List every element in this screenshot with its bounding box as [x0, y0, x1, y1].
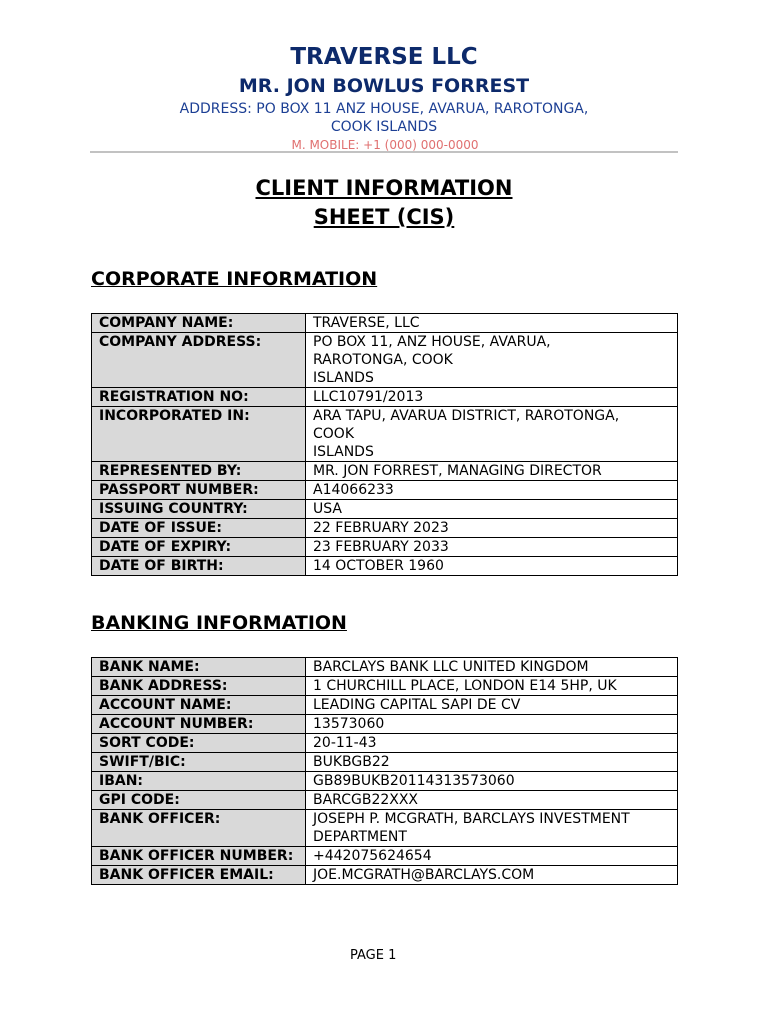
table-row [92, 500, 678, 519]
field-value-line: DEPARTMENT [313, 829, 407, 845]
field-value [306, 407, 678, 462]
field-label: PASSPORT NUMBER: [92, 481, 306, 500]
field-value [306, 753, 678, 772]
field-value [306, 677, 678, 696]
field-label: GPI CODE: [92, 791, 306, 810]
field-value [306, 734, 678, 753]
field-value [306, 557, 678, 576]
field-label: BANK OFFICER EMAIL: [92, 866, 306, 885]
field-value [306, 772, 678, 791]
table-row [92, 866, 678, 885]
field-label: BANK ADDRESS: [92, 677, 306, 696]
document-title [0, 174, 768, 232]
field-value-line: JOSEPH P. MCGRATH, BARCLAYS INVESTMENT [313, 811, 630, 827]
header-address [150, 100, 618, 136]
field-label: SWIFT/BIC: [92, 753, 306, 772]
field-value [306, 810, 678, 847]
table-row [92, 734, 678, 753]
header-clipped-line: M. MOBILE: +1 (000) 000-0000 [291, 138, 479, 152]
field-value-line: LLC10791/2013 [313, 389, 424, 405]
field-value [306, 333, 678, 388]
person-name: MR. JON BOWLUS FORREST [238, 75, 530, 97]
corporate-information-table [91, 313, 678, 576]
address-line-2: COOK ISLANDS [330, 119, 438, 135]
field-value [306, 715, 678, 734]
table-row [92, 333, 678, 388]
header-divider [90, 151, 678, 153]
field-value-line: BUKBGB22 [313, 754, 390, 770]
table-row [92, 407, 678, 462]
field-value-line: +442075624654 [313, 848, 432, 864]
field-value-line: 23 FEBRUARY 2033 [313, 539, 449, 555]
field-value-line: JOE.MCGRATH@BARCLAYS.COM [313, 867, 535, 883]
table-row [92, 557, 678, 576]
table-row [92, 519, 678, 538]
table-row [92, 696, 678, 715]
table-row [92, 462, 678, 481]
field-value [306, 658, 678, 677]
field-label: IBAN: [92, 772, 306, 791]
document-title-line-1: CLIENT INFORMATION [255, 176, 513, 200]
field-value-line: A14066233 [313, 482, 394, 498]
field-value-line: GB89BUKB20114313573060 [313, 773, 515, 789]
field-value-line: 22 FEBRUARY 2023 [313, 520, 449, 536]
field-label: ACCOUNT NAME: [92, 696, 306, 715]
field-value [306, 696, 678, 715]
page-number: PAGE 1 [350, 948, 397, 963]
field-value-line: BARCGB22XXX [313, 792, 419, 808]
field-label: DATE OF EXPIRY: [92, 538, 306, 557]
field-label: BANK OFFICER NUMBER: [92, 847, 306, 866]
field-value [306, 519, 678, 538]
field-label: REPRESENTED BY: [92, 462, 306, 481]
document-title-line-2: SHEET (CIS) [313, 205, 455, 229]
banking-information-table [91, 657, 678, 885]
table-row [92, 753, 678, 772]
field-value-line: 13573060 [313, 716, 385, 732]
field-value-line: ISLANDS [313, 370, 374, 386]
table-row [92, 388, 678, 407]
corporate-information-heading: CORPORATE INFORMATION [91, 268, 378, 290]
field-label: SORT CODE: [92, 734, 306, 753]
field-value-line: BARCLAYS BANK LLC UNITED KINGDOM [313, 659, 589, 675]
field-value-line: RAROTONGA, COOK [313, 352, 453, 368]
field-value-line: 20-11-43 [313, 735, 377, 751]
field-label: COMPANY NAME: [92, 314, 306, 333]
banking-information-heading: BANKING INFORMATION [91, 612, 347, 634]
field-value-line: TRAVERSE, LLC [313, 315, 420, 331]
field-label: DATE OF ISSUE: [92, 519, 306, 538]
field-label: DATE OF BIRTH: [92, 557, 306, 576]
field-value-line: LEADING CAPITAL SAPI DE CV [313, 697, 521, 713]
table-row [92, 772, 678, 791]
field-value-line: ARA TAPU, AVARUA DISTRICT, RAROTONGA, [313, 408, 620, 424]
table-row [92, 538, 678, 557]
address-line-1: ADDRESS: PO BOX 11 ANZ HOUSE, AVARUA, RAROTONGA, [179, 101, 589, 117]
field-value [306, 538, 678, 557]
field-value [306, 481, 678, 500]
field-value-line: 14 OCTOBER 1960 [313, 558, 444, 574]
field-label: ACCOUNT NUMBER: [92, 715, 306, 734]
field-value-line: PO BOX 11, ANZ HOUSE, AVARUA, [313, 334, 551, 350]
field-value-line: USA [313, 501, 342, 517]
field-value-line: MR. JON FORREST, MANAGING DIRECTOR [313, 463, 602, 479]
field-value [306, 500, 678, 519]
field-label: COMPANY ADDRESS: [92, 333, 306, 388]
table-row [92, 847, 678, 866]
field-label: ISSUING COUNTRY: [92, 500, 306, 519]
table-row [92, 715, 678, 734]
field-value [306, 866, 678, 885]
table-row [92, 810, 678, 847]
field-value [306, 847, 678, 866]
table-row [92, 791, 678, 810]
table-row [92, 677, 678, 696]
field-value [306, 314, 678, 333]
field-value-line: 1 CHURCHILL PLACE, LONDON E14 5HP, UK [313, 678, 617, 694]
table-row [92, 481, 678, 500]
field-value-line: COOK [313, 426, 354, 442]
table-row [92, 658, 678, 677]
company-title: TRAVERSE LLC [290, 44, 478, 70]
field-value [306, 791, 678, 810]
field-label: REGISTRATION NO: [92, 388, 306, 407]
field-label: BANK NAME: [92, 658, 306, 677]
field-value-line: ISLANDS [313, 444, 374, 460]
table-row [92, 314, 678, 333]
field-value [306, 388, 678, 407]
field-label: INCORPORATED IN: [92, 407, 306, 462]
field-label: BANK OFFICER: [92, 810, 306, 847]
field-value [306, 462, 678, 481]
